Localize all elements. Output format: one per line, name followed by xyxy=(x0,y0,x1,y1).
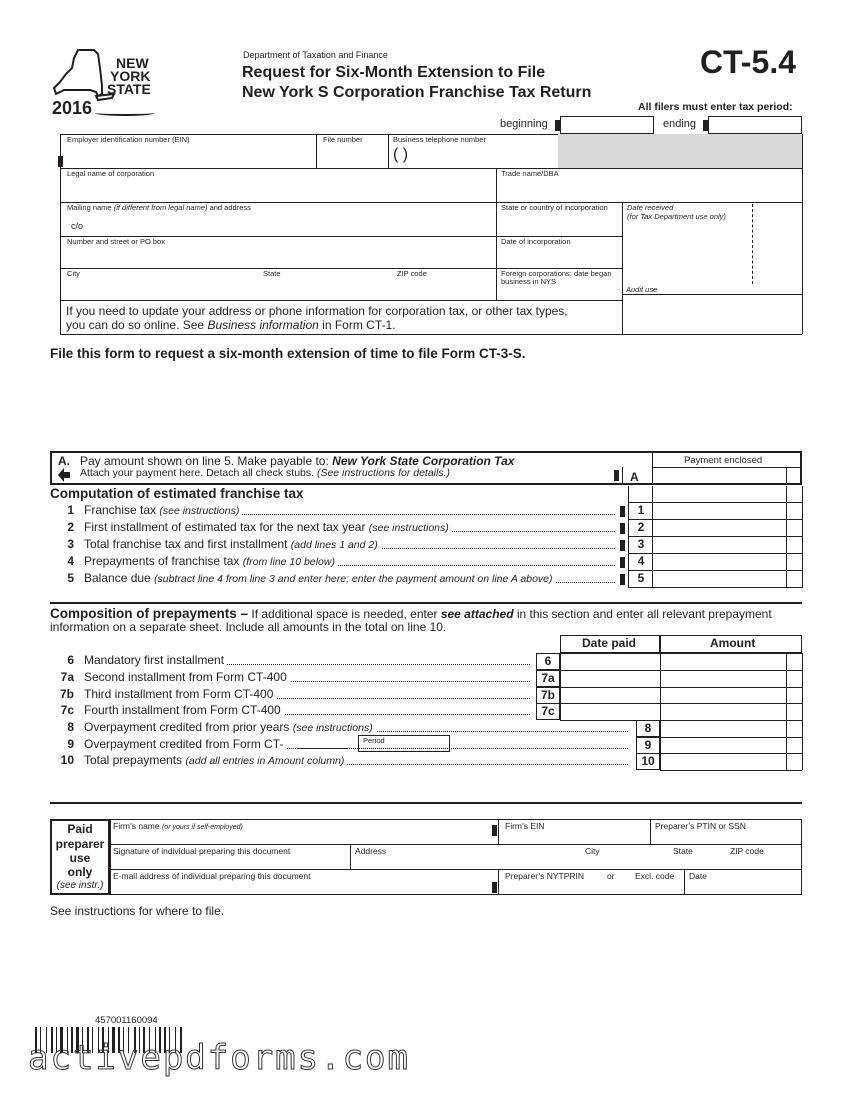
department-name: Department of Taxation and Finance xyxy=(243,50,388,60)
preparer-side-5: (see instr.) xyxy=(56,880,104,891)
prepayments-heading xyxy=(50,606,772,621)
comp-line-amount-2[interactable] xyxy=(654,520,784,536)
line-a-text1 xyxy=(80,454,514,468)
see-attached-text: see attached xyxy=(440,607,514,621)
preparer-section xyxy=(50,819,802,895)
prepay-line-number: 6 xyxy=(67,653,74,667)
comp-line-number: 2 xyxy=(67,520,74,534)
trade-name-label: Trade name/DBA xyxy=(501,169,559,178)
nys-logo xyxy=(50,48,165,120)
field-marker xyxy=(620,574,625,585)
comp-line-label: Balance due xyxy=(84,571,155,585)
business-info-link[interactable]: Business information xyxy=(207,318,319,332)
prepay-line-number: 9 xyxy=(67,737,74,751)
field-marker xyxy=(620,506,625,517)
prepay-line-label: Third installment from Form CT-400 xyxy=(84,687,274,701)
prepay-line-number: 7c xyxy=(60,703,74,717)
comp-line-label: Prepayments of franchise tax xyxy=(84,554,243,568)
field-marker xyxy=(620,540,625,551)
form-ct-blank[interactable] xyxy=(298,748,348,749)
comp-line-box: 5 xyxy=(637,571,645,585)
ein-label: Employer identification number (EIN) xyxy=(67,135,190,144)
beginning-label: beginning xyxy=(500,118,548,130)
line-a-text2 xyxy=(80,467,450,479)
prepayments-title: Composition of prepayments – xyxy=(50,606,249,621)
care-of-label: c/o xyxy=(71,221,84,231)
line-a-letter: A. xyxy=(58,454,70,468)
prepay-line-text xyxy=(84,653,227,667)
firm-name-note: (or yours if self-employed) xyxy=(161,824,243,831)
payment-enclosed-label: Payment enclosed xyxy=(684,455,763,466)
date-incorp-label: Date of incorporation xyxy=(501,237,571,246)
form-year: 2016 xyxy=(52,98,93,118)
col-amount: Amount xyxy=(710,636,756,650)
prepay-line-text xyxy=(84,687,276,701)
comp-line-text xyxy=(84,554,338,568)
prepay-heading-part: in this section and enter all relevant prepayment xyxy=(513,607,772,621)
prepay-line-label: Fourth installment from Form CT-400 xyxy=(84,703,281,717)
preparer-side-3: use xyxy=(69,851,91,865)
comp-line-amount-3[interactable] xyxy=(654,537,784,553)
zip-label-prep: ZIP code xyxy=(730,846,764,856)
barcode-number: 457001160094 xyxy=(95,1015,158,1026)
field-marker xyxy=(492,825,497,836)
prepay-line-box-label: 7b xyxy=(540,688,555,702)
prepay-amount-10[interactable] xyxy=(662,753,784,769)
prepay-line-box-label: 7c xyxy=(541,704,555,718)
comp-line-note: (add lines 1 and 2) xyxy=(290,539,378,551)
audit-use-label: Audit use xyxy=(626,285,658,294)
comp-line-note: (subtract line 4 from line 3 and enter here; enter the payment amount on line A above) xyxy=(154,573,553,585)
comp-line-text xyxy=(84,537,381,551)
ptin-label: Preparer’s PTIN or SSN xyxy=(655,821,746,831)
state-field[interactable] xyxy=(260,278,390,298)
update-note-line2 xyxy=(66,318,396,332)
prepay-line-label: Mandatory first installment xyxy=(84,653,225,667)
email-label: E-mail address of individual preparing this document xyxy=(113,871,311,881)
prepay-line-text xyxy=(84,720,376,734)
comp-line-note: (from line 10 below) xyxy=(242,556,335,568)
tax-period-note: All filers must enter tax period: xyxy=(638,101,793,113)
mailing-label-note: (if different from legal name) xyxy=(113,203,208,212)
prepay-line-label: Total prepayments xyxy=(84,753,186,767)
comp-line-box: 4 xyxy=(637,554,645,568)
comp-line-box: 2 xyxy=(637,520,645,534)
col-date-paid: Date paid xyxy=(582,636,637,650)
shaded-area xyxy=(558,134,802,168)
address-field[interactable] xyxy=(352,855,582,868)
firm-ein-field[interactable] xyxy=(500,830,650,843)
state-country-field[interactable] xyxy=(498,212,620,234)
prepay-heading-part: If additional space is needed, enter xyxy=(248,607,441,621)
prepay-line-label: Overpayment credited from Form CT- xyxy=(84,737,284,751)
prepay-amount-8[interactable] xyxy=(662,720,784,736)
arrow-left-icon xyxy=(58,468,70,482)
comp-line-number: 5 xyxy=(67,571,74,585)
comp-line-label: First installment of estimated tax for the next tax year xyxy=(84,520,369,534)
prepayments-heading-line2: information on a separate sheet. Include all amounts in the total on line 10. xyxy=(50,620,447,634)
zip-field[interactable] xyxy=(394,278,494,298)
file-number-field[interactable] xyxy=(318,144,386,166)
prepay-amount-6[interactable] xyxy=(662,653,784,669)
legal-name-field[interactable] xyxy=(62,178,494,200)
ending-label: ending xyxy=(663,118,697,130)
line-a-part: Attach your payment here. Detach all check stubs. xyxy=(80,467,317,479)
date-label-prep: Date xyxy=(689,871,707,881)
logo-word-state: STATE xyxy=(107,81,151,97)
nytprin-label: Preparer’s NYTPRIN xyxy=(505,871,585,881)
firm-name-field[interactable] xyxy=(112,830,490,843)
preparer-side-2: preparer xyxy=(55,837,105,851)
prepay-line-number: 7b xyxy=(59,687,74,701)
prepay-line-number: 10 xyxy=(60,753,74,767)
email-field[interactable] xyxy=(112,880,490,893)
form-title-line1: Request for Six-Month Extension to File xyxy=(242,64,546,81)
trade-name-field[interactable] xyxy=(498,178,798,200)
mailing-name-label xyxy=(67,203,251,212)
comp-line-box: 3 xyxy=(637,537,645,551)
state-label: State xyxy=(263,269,281,278)
comp-line-note: (see instructions) xyxy=(159,505,240,517)
or-label: or xyxy=(607,871,615,881)
update-note-part: you can do so online. See xyxy=(66,318,208,332)
ptin-field[interactable] xyxy=(652,830,798,843)
prepay-amount-9[interactable] xyxy=(662,737,784,753)
excl-code-label: Excl. code xyxy=(635,871,675,881)
form-id: CT-5.4 xyxy=(700,44,797,80)
prepay-line-box-label: 8 xyxy=(644,721,652,735)
prepay-date-7c[interactable] xyxy=(562,703,658,719)
prepay-date-7a[interactable] xyxy=(562,670,658,686)
payee-name: New York State Corporation Tax xyxy=(332,454,515,468)
computation-heading: Computation of estimated franchise tax xyxy=(50,486,304,501)
prepay-line-label: Overpayment credited from prior years xyxy=(84,720,293,734)
mailing-name-field[interactable] xyxy=(88,216,488,234)
comp-line-box: 1 xyxy=(637,503,645,517)
comp-line-number: 1 xyxy=(67,503,74,517)
where-to-file: See instructions for where to file. xyxy=(50,904,225,918)
signature-label: Signature of individual preparing this document xyxy=(113,846,291,856)
comp-line-text xyxy=(84,571,556,585)
date-received-label: Date received xyxy=(627,203,674,212)
intro-statement: File this form to request a six-month extension of time to file Form CT-3-S. xyxy=(50,346,526,361)
field-marker xyxy=(620,557,625,568)
prepay-line-text xyxy=(84,703,284,717)
field-marker xyxy=(620,523,625,534)
dot-leader xyxy=(200,514,615,515)
id-section xyxy=(60,134,802,334)
phone-field[interactable]: ( ) xyxy=(393,146,409,163)
prepay-line-text xyxy=(84,670,290,684)
logo-word-york: YORK xyxy=(110,68,151,84)
city-label: City xyxy=(67,269,80,278)
date-incorp-field[interactable] xyxy=(498,246,620,268)
logo-swoosh xyxy=(95,110,155,116)
prepay-line-label: Second installment from Form CT-400 xyxy=(84,670,287,684)
mailing-label-part: and address xyxy=(207,203,251,212)
ein-field[interactable] xyxy=(62,144,312,166)
comp-line-label: Total franchise tax and first installment xyxy=(84,537,291,551)
comp-line-text xyxy=(84,503,242,517)
address-label: Address xyxy=(355,846,387,856)
firm-ein-label: Firm’s EIN xyxy=(505,821,545,831)
prepay-line-note: (add all entries in Amount column) xyxy=(185,755,345,767)
preparer-side-1: Paid xyxy=(67,822,93,836)
foreign-label-2: business in NYS xyxy=(501,277,557,286)
signature-field[interactable] xyxy=(112,855,348,868)
prepay-date-6[interactable] xyxy=(562,653,658,669)
prepay-amount-7b[interactable] xyxy=(662,687,784,703)
prepay-amount-7a[interactable] xyxy=(662,670,784,686)
period-beginning-field[interactable] xyxy=(560,116,654,134)
prepay-line-number: 8 xyxy=(67,720,74,734)
prepay-line-note: (see instructions) xyxy=(292,722,373,734)
line-a-note: (See instructions for details.) xyxy=(316,467,451,479)
prepay-line-box-label: 9 xyxy=(644,738,652,752)
prep-date-field[interactable] xyxy=(686,880,798,893)
period-ending-field[interactable] xyxy=(708,116,802,134)
update-note-part: in Form CT-1. xyxy=(318,318,396,332)
comp-line-amount-1[interactable] xyxy=(654,503,784,519)
field-marker xyxy=(492,882,497,893)
watermark: activepdforms.com xyxy=(28,1038,410,1078)
comp-line-note: (see instructions) xyxy=(368,522,449,534)
excl-code-field[interactable] xyxy=(633,880,683,893)
legal-name-label: Legal name of corporation xyxy=(67,169,155,178)
form-title-line2: New York S Corporation Franchise Tax Return xyxy=(242,84,592,101)
prepay-line-box-label: 10 xyxy=(641,754,655,768)
logo-word-new: NEW xyxy=(116,55,149,71)
prepay-amount-7c[interactable] xyxy=(662,703,784,719)
preparer-side-4: only xyxy=(67,865,93,879)
prepay-line-box-label: 7a xyxy=(541,671,555,685)
field-marker xyxy=(58,156,63,167)
city-label-prep: City xyxy=(585,846,600,856)
file-number-label: File number xyxy=(323,135,363,144)
payment-enclosed-field[interactable] xyxy=(654,469,784,484)
foreign-date-field[interactable] xyxy=(498,286,620,298)
zip-label: ZIP code xyxy=(397,269,427,278)
comp-line-amount-4[interactable] xyxy=(654,554,784,570)
comp-line-number: 3 xyxy=(67,537,74,551)
prepay-date-7b[interactable] xyxy=(562,687,658,703)
mailing-label-part: Mailing name xyxy=(67,203,114,212)
firm-name-part: Firm’s name xyxy=(113,821,162,831)
state-label-prep: State xyxy=(673,846,693,856)
phone-label: Business telephone number xyxy=(393,135,486,144)
payment-box xyxy=(50,451,802,485)
line-a-part: Pay amount shown on line 5. Make payable to: xyxy=(80,454,333,468)
comp-line-text xyxy=(84,520,452,534)
prepay-line-text xyxy=(84,753,347,767)
comp-line-label: Franchise tax xyxy=(84,503,160,517)
comp-line-amount-5[interactable] xyxy=(654,571,784,587)
nytprin-field[interactable] xyxy=(500,880,600,893)
dot-leader xyxy=(200,664,530,665)
street-field[interactable] xyxy=(62,246,494,268)
date-received-note: (for Tax Department use only) xyxy=(627,212,726,221)
prepay-line-number: 7a xyxy=(60,670,74,684)
field-marker xyxy=(614,470,619,481)
prepay-line-box-label: 6 xyxy=(544,654,552,668)
prepay-line-text xyxy=(84,737,286,751)
comp-line-number: 4 xyxy=(67,554,74,568)
state-country-label: State or country of incorporation xyxy=(501,203,608,212)
street-label: Number and street or PO box xyxy=(67,237,165,246)
period-label: Period xyxy=(363,736,385,745)
city-field[interactable] xyxy=(62,278,258,298)
line-a-box-label: A xyxy=(630,470,639,484)
update-note-line1: If you need to update your address or phone information for corporation tax, or other tax types, xyxy=(66,304,568,318)
foreign-label-1: Foreign corporations: date began xyxy=(501,269,612,278)
